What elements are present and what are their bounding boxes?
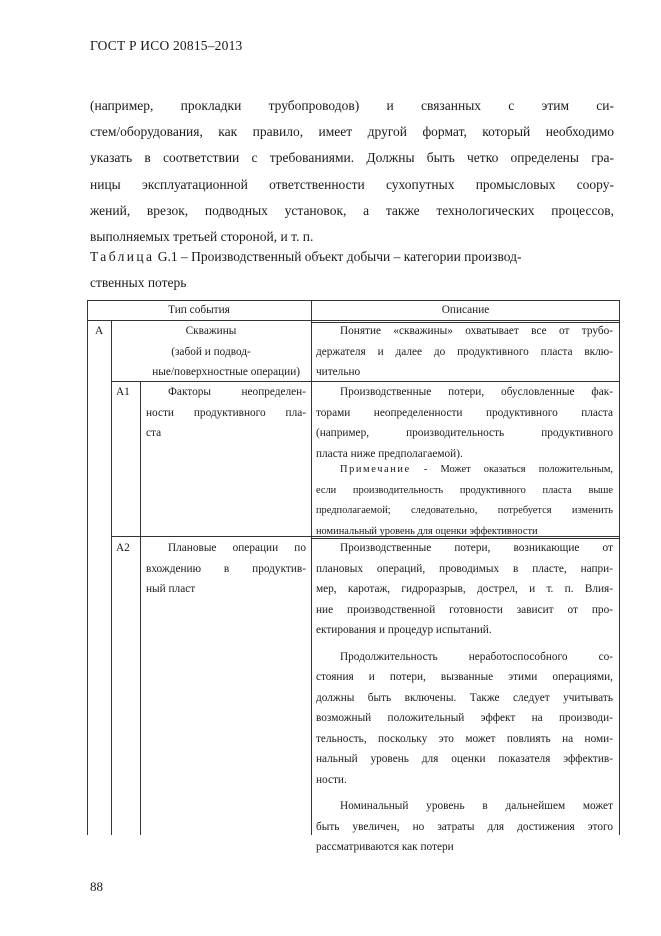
desc-line: ности. xyxy=(316,773,347,786)
note-line: номинальный уровень для оценки эффективности xyxy=(316,525,538,537)
desc-line: чительно xyxy=(316,366,361,378)
caption-label: Таблица xyxy=(90,249,155,264)
note-line: если производительность продуктивного пласта выше xyxy=(316,484,613,496)
desc-line: стояния и потери, вызванные этими операциями, xyxy=(316,671,613,683)
row-a2-description xyxy=(316,538,613,858)
page-number: 88 xyxy=(90,879,103,894)
code-column-rule xyxy=(111,320,112,835)
section-a-title-line: (забой и подвод- xyxy=(171,345,251,358)
table-border-left xyxy=(87,300,88,835)
caption-title-line2: ственных потерь xyxy=(90,275,187,291)
intro-line: указать в соответствии с требованиями. Должны быть четко определены гра- xyxy=(90,150,614,166)
section-a-code: A xyxy=(95,325,104,337)
desc-line: плановых операций, проводимых в пласте, напри- xyxy=(316,562,613,575)
title-line: ности продуктивного пла- xyxy=(146,406,306,419)
row-a2-title xyxy=(146,538,306,600)
desc-line: пласта ниже предполагаемой). xyxy=(316,447,463,460)
title-line: вхождению в продуктив- xyxy=(146,562,306,575)
desc-line: (например, производительность продуктивного xyxy=(316,427,613,439)
section-a-title xyxy=(111,321,311,383)
row-a2-code: A2 xyxy=(116,542,130,554)
description-column-rule xyxy=(311,300,312,835)
title-line: Факторы неопределен- xyxy=(168,386,306,398)
note-label: Примечание xyxy=(340,464,411,475)
intro-line: жений, врезок, подводных установок, а также технологических процессов, xyxy=(90,202,614,218)
row-a1-title xyxy=(146,382,306,444)
section-a-description xyxy=(316,321,613,383)
desc-line: нальный уровень для оценки показателя эффектив- xyxy=(316,753,613,765)
intro-paragraph xyxy=(90,93,614,250)
section-a-title-line: ные/поверхностные операции) xyxy=(152,366,300,378)
intro-line: выполняемых третьей стороной, и т. п. xyxy=(90,229,314,245)
intro-line: стем/оборудования, как правило, имеет другой формат, который необходимо xyxy=(90,124,614,140)
desc-line: ние производственной готовности зависит от про- xyxy=(316,603,613,616)
desc-line: мер, каротаж, гидроразрыв, дострел, и т. п. Влия- xyxy=(316,583,613,595)
desc-line: рассматриваются как потери xyxy=(316,841,454,853)
losses-table xyxy=(87,300,620,853)
desc-line: должны быть включены. Также следует учитывать xyxy=(316,691,613,704)
header-description: Описание xyxy=(441,304,490,316)
desc-line: Номинальный уровень в дальнейшем может xyxy=(340,800,613,812)
desc-line: тельность, поскольку это может повлиять на номи- xyxy=(316,732,613,745)
header-event-type: Тип события xyxy=(168,304,230,316)
note-line: предполагаемой; следовательно, потребуется изменить xyxy=(316,505,613,516)
row-a1-description xyxy=(316,382,613,464)
intro-line: (например, прокладки трубопроводов) и связанных с этим си- xyxy=(90,98,614,113)
title-line: ста xyxy=(146,427,162,439)
note-text: - Может оказаться положительным, xyxy=(410,464,613,475)
desc-line: Продолжительность неработоспособного со- xyxy=(340,650,613,663)
desc-line: Производственные потери, обусловленные фак- xyxy=(340,386,613,398)
section-a-title-line: Скважины xyxy=(185,325,237,337)
desc-line: держателя и далее до продуктивного пласта вклю- xyxy=(316,345,613,358)
intro-line: ницы эксплуатационной ответственности сухопутных промысловых соору- xyxy=(90,176,614,192)
title-line: Плановые операции по xyxy=(168,542,306,554)
caption-title: G.1 – Производственный объект добычи – категории производ- xyxy=(154,249,522,264)
title-line: ный пласт xyxy=(146,583,196,595)
subcode-column-rule xyxy=(140,381,141,835)
table-border-right xyxy=(619,300,620,835)
note-line xyxy=(316,460,613,481)
row-a1-note xyxy=(316,460,613,542)
desc-line: Понятие «скважины» охватывает все от трубо- xyxy=(340,325,613,337)
row-a1-code: A1 xyxy=(116,386,130,398)
desc-line: ектирования и процедур испытаний. xyxy=(316,624,492,636)
desc-line: торами неопределенности продуктивного пласта xyxy=(316,406,613,419)
document-header: ГОСТ Р ИСО 20815–2013 xyxy=(90,38,243,53)
desc-line: Производственные потери, возникающие от xyxy=(340,542,613,554)
table-caption xyxy=(90,244,614,296)
desc-line: возможный положительный эффект на производи- xyxy=(316,712,613,724)
desc-line: быть увеличен, но затраты для достижения этого xyxy=(316,820,613,833)
